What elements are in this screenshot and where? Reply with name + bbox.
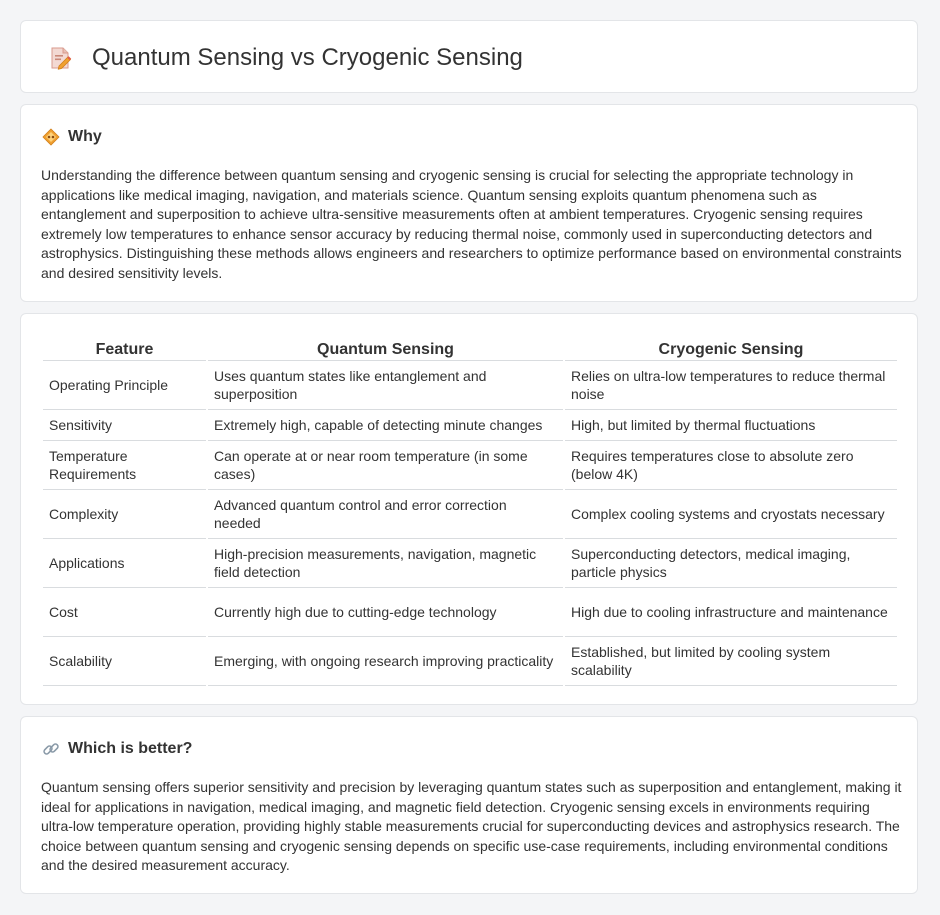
table-row: [43, 441, 897, 490]
why-heading: Why: [68, 128, 102, 145]
why-heading-row: [42, 126, 102, 148]
link-icon: [42, 740, 60, 758]
diamond-badge-icon: [42, 128, 60, 146]
table-row: [43, 637, 897, 686]
row-feature-cell: Temperature Requirements: [43, 441, 206, 490]
table-row: [43, 539, 897, 588]
row-feature-cell: Applications: [43, 539, 206, 588]
better-heading-row: [42, 738, 192, 760]
row-quantum-cell: Currently high due to cutting-edge technology: [208, 588, 563, 637]
row-cryogenic-cell: High due to cooling infrastructure and maintenance: [565, 588, 897, 637]
table-row: [43, 410, 897, 441]
row-feature-cell: Scalability: [43, 637, 206, 686]
which-is-better-section: [20, 716, 918, 894]
row-cryogenic-cell: Requires temperatures close to absolute zero (below 4K): [565, 441, 897, 490]
row-quantum-cell: Uses quantum states like entanglement and superposition: [208, 361, 563, 410]
table-row: [43, 490, 897, 539]
table-header-row: [43, 332, 897, 361]
row-cryogenic-cell: High, but limited by thermal fluctuations: [565, 410, 897, 441]
row-quantum-cell: Advanced quantum control and error correction needed: [208, 490, 563, 539]
title-card: [20, 20, 918, 93]
page-title: Quantum Sensing vs Cryogenic Sensing: [92, 44, 523, 71]
header-quantum-sensing: Quantum Sensing: [208, 332, 563, 361]
row-quantum-cell: Extremely high, capable of detecting minute changes: [208, 410, 563, 441]
row-quantum-cell: High-precision measurements, navigation, magnetic field detection: [208, 539, 563, 588]
why-section: [20, 104, 918, 302]
row-quantum-cell: Can operate at or near room temperature (in some cases): [208, 441, 563, 490]
comparison-table-card: [20, 313, 918, 705]
row-cryogenic-cell: Established, but limited by cooling system scalability: [565, 637, 897, 686]
row-cryogenic-cell: Superconducting detectors, medical imaging, particle physics: [565, 539, 897, 588]
better-heading: Which is better?: [68, 740, 193, 757]
comparison-table: [41, 332, 899, 686]
row-quantum-cell: Emerging, with ongoing research improving practicality: [208, 637, 563, 686]
row-feature-cell: Operating Principle: [43, 361, 206, 410]
table-row: [43, 361, 897, 410]
row-feature-cell: Complexity: [43, 490, 206, 539]
row-cryogenic-cell: Relies on ultra-low temperatures to reduce thermal noise: [565, 361, 897, 410]
header-feature: Feature: [43, 332, 206, 361]
better-paragraph: Quantum sensing offers superior sensitivity and precision by leveraging quantum states such as superposition and entanglement, making it ideal for applications in navigation, medical imaging, and magnetic field detection. Cryogenic sensing excels in environments requiring ultra-low temperature operation, providing highly stable measurements crucial for superconducting devices and astrophysics research. The choice between quantum sensing and cryogenic sensing depends on specific use-case requirements, including environmental conditions and the desired measurement accuracy.: [41, 779, 902, 874]
table-row: [43, 588, 897, 637]
why-paragraph: Understanding the difference between quantum sensing and cryogenic sensing is crucial for selecting the appropriate technology in applications like medical imaging, navigation, and materials science. Quantum sensing exploits quantum phenomena such as entanglement and superposition to achieve ultra-sensitive measurements often at ambient temperatures. Cryogenic sensing requires extremely low temperatures to enhance sensor accuracy by reducing thermal noise, commonly used in superconducting detectors and astrophysics. Distinguishing these methods allows engineers and researchers to optimize performance based on environmental constraints and desired sensitivity levels.: [41, 167, 902, 281]
row-feature-cell: Sensitivity: [43, 410, 206, 441]
row-feature-cell: Cost: [43, 588, 206, 637]
header-cryogenic-sensing: Cryogenic Sensing: [565, 332, 897, 361]
row-cryogenic-cell: Complex cooling systems and cryostats necessary: [565, 490, 897, 539]
document-edit-icon: [47, 45, 73, 71]
